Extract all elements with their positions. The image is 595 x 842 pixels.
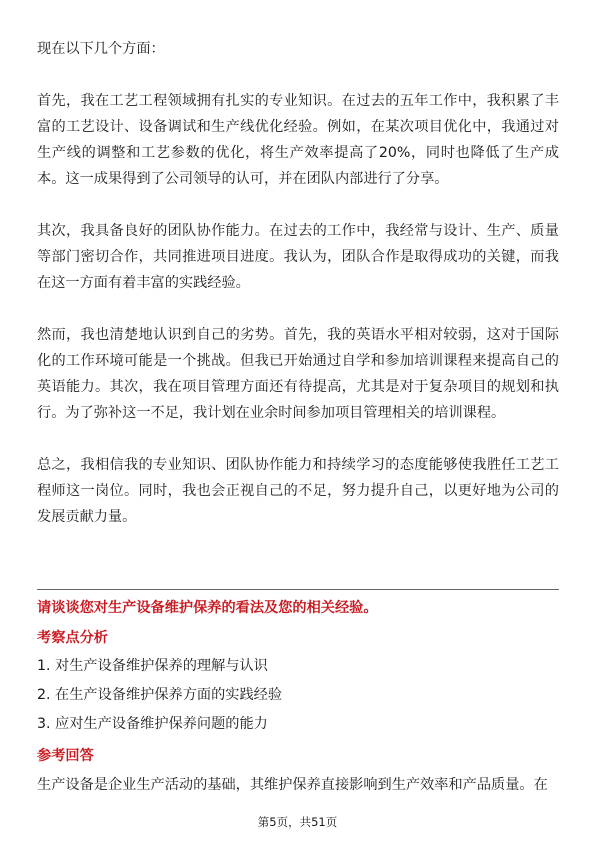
list-item: 1. 对生产设备维护保养的理解与认识 — [37, 658, 268, 674]
intro-line: 现在以下几个方面： — [37, 41, 165, 57]
list-item: 3. 应对生产设备维护保养问题的能力 — [37, 716, 268, 732]
paragraph-weaknesses: 然而，我也清楚地认识到自己的劣势。首先，我的英语水平相对较弱，这对于国际化的工作环境可能是一个挑战。但我已开始通过自学和参加培训课程来提高自己的英语能力。其次，我在项目管理方面还有待提高，尤其是对于复杂项目的规划和执行。为了弥补这一不足，我计划在业余时间参加项目管理相关的培训课程。 — [37, 327, 559, 421]
answer-heading: 参考回答 — [37, 748, 94, 764]
answer-text: 生产设备是企业生产活动的基础，其维护保养直接影响到生产效率和产品质量。在 — [37, 777, 548, 793]
paragraph-strengths: 首先，我在工艺工程领域拥有扎实的专业知识。在过去的五年工作中，我积累了丰富的工艺设计、设备调试和生产线优化经验。例如，在某次项目优化中，我通过对生产线的调整和工艺参数的优化，将生产效率提高了20%，同时也降低了生产成本。这一成果得到了公司领导的认可，并在团队内部进行了分享。 — [37, 93, 559, 187]
paragraph-teamwork: 其次，我具备良好的团队协作能力。在过去的工作中，我经常与设计、生产、质量等部门密切合作，共同推进项目进度。我认为，团队合作是取得成功的关键，而我在这一方面有着丰富的实践经验。 — [37, 223, 559, 291]
analysis-list — [37, 652, 559, 739]
paragraph-conclusion: 总之，我相信我的专业知识、团队协作能力和持续学习的态度能够使我胜任工艺工程师这一岗位。同时，我也会正视自己的不足，努力提升自己，以更好地为公司的发展贡献力量。 — [37, 457, 559, 525]
list-item: 2. 在生产设备维护保养方面的实践经验 — [37, 687, 283, 703]
body-text — [37, 36, 559, 530]
section-divider — [37, 589, 559, 590]
analysis-heading: 考察点分析 — [37, 630, 108, 646]
interview-question: 请谈谈您对生产设备维护保养的看法及您的相关经验。 — [37, 600, 378, 616]
page-number: 第5页，共51页 — [257, 815, 338, 829]
